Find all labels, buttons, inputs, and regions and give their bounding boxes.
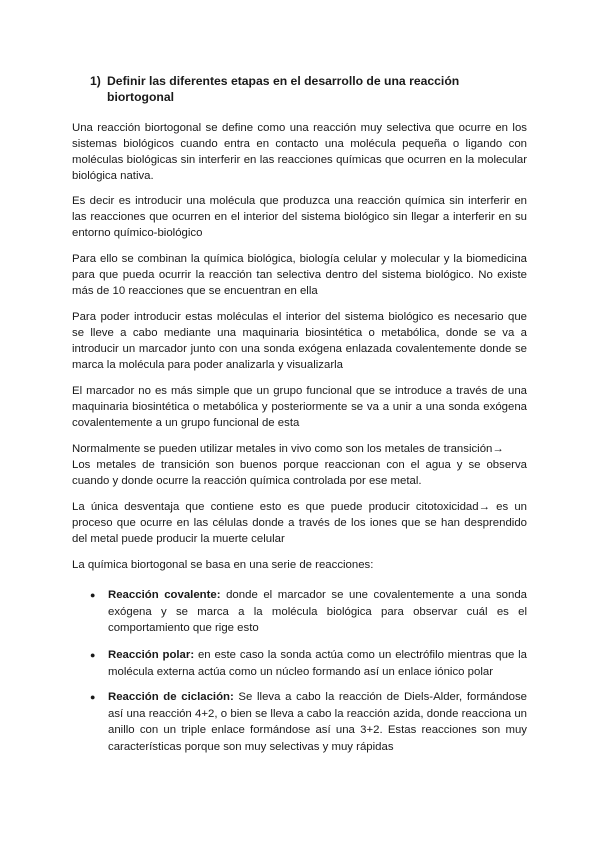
paragraph-combination: Para ello se combinan la química biológica, biología celular y molecular y la biomedicina para que pueda ocurrir la reacción tan selectiva dentro del sistema biológico. No existe más de 10 reacciones que se encuentran en ella bbox=[72, 253, 527, 297]
list-item-polar bbox=[90, 647, 527, 680]
section-heading bbox=[90, 73, 520, 105]
bullet-term: Reacción covalente: bbox=[108, 589, 221, 601]
paragraph-transition-metals: Los metales de transición son buenos porque reaccionan con el agua y se observa cuando y donde ocurre la reacción química controlada por ese metal. bbox=[72, 459, 527, 487]
bullet-term: Reacción de ciclación: bbox=[108, 691, 234, 703]
bullet-text: donde el marcador se une covalentemente a una sonda exógena y se marca a la molécula biológica para observar cuál es el comportamiento que rige esto bbox=[108, 589, 527, 634]
paragraph-reactions-intro: La química biortogonal se basa en una serie de reacciones: bbox=[72, 559, 374, 571]
heading-text: Definir las diferentes etapas en el desarrollo de una reacción biortogonal bbox=[107, 74, 460, 104]
list-item-covalent bbox=[90, 587, 527, 637]
bullet-icon: ● bbox=[90, 650, 96, 660]
bullet-text: Se lleva a cabo la reacción de Diels-Alder, formándose así una reacción 4+2, o bien se lleva a cabo la reacción azida, donde reacciona un anillo con un triple enlace formándose así una 3+2. Estas reacciones son muy características porque son muy selectivas y muy rápidas bbox=[108, 691, 527, 753]
list-item-cyclization bbox=[90, 689, 527, 755]
paragraph-explanation: Es decir es introducir una molécula que produzca una reacción química sin interferir en las reacciones que ocurren en el interior del sistema biológico sin llegar a interferir en su entorno químico-biológico bbox=[72, 195, 527, 239]
bullet-icon: ● bbox=[90, 590, 96, 600]
paragraph-definition: Una reacción biortogonal se define como una reacción muy selectiva que ocurre en los sistemas biológicos cuando entra en contacto una molécula pequeña o ligando con moléculas biológicas sin interferir en las reacciones químicas que ocurren en la molecular biológica nativa. bbox=[72, 122, 527, 182]
paragraph-metals: Normalmente se pueden utilizar metales in vivo como son los metales de transición→ bbox=[72, 443, 504, 455]
bullet-text: en este caso la sonda actúa como un electrófilo mientras que la molécula externa actúa como un núcleo formando así un enlace iónico polar bbox=[108, 649, 527, 678]
paragraph-disadvantage: La única desventaja que contiene esto es que puede producir citotoxicidad→ es un proceso que ocurre en las células donde a través de los iones que se han desprendido del metal puede producir la muerte celular bbox=[72, 501, 527, 545]
paragraph-introduction: Para poder introducir estas moléculas el interior del sistema biológico es necesario que se lleve a cabo mediante una maquinaria biosintética o metabólica, donde se va a introducir un marcador junto con una sonda exógena enlazada covalentemente donde se marca la molécula para poder analizarla y visualizarla bbox=[72, 311, 527, 371]
heading-number: 1) bbox=[90, 74, 101, 88]
bullet-term: Reacción polar: bbox=[108, 649, 195, 661]
bullet-icon: ● bbox=[90, 692, 96, 702]
paragraph-marker: El marcador no es más simple que un grupo funcional que se introduce a través de una maquinaria biosintética o metabólica y posteriormente se va a unir a una sonda exógena covalentemente a un grupo funcional de esta bbox=[72, 385, 527, 429]
